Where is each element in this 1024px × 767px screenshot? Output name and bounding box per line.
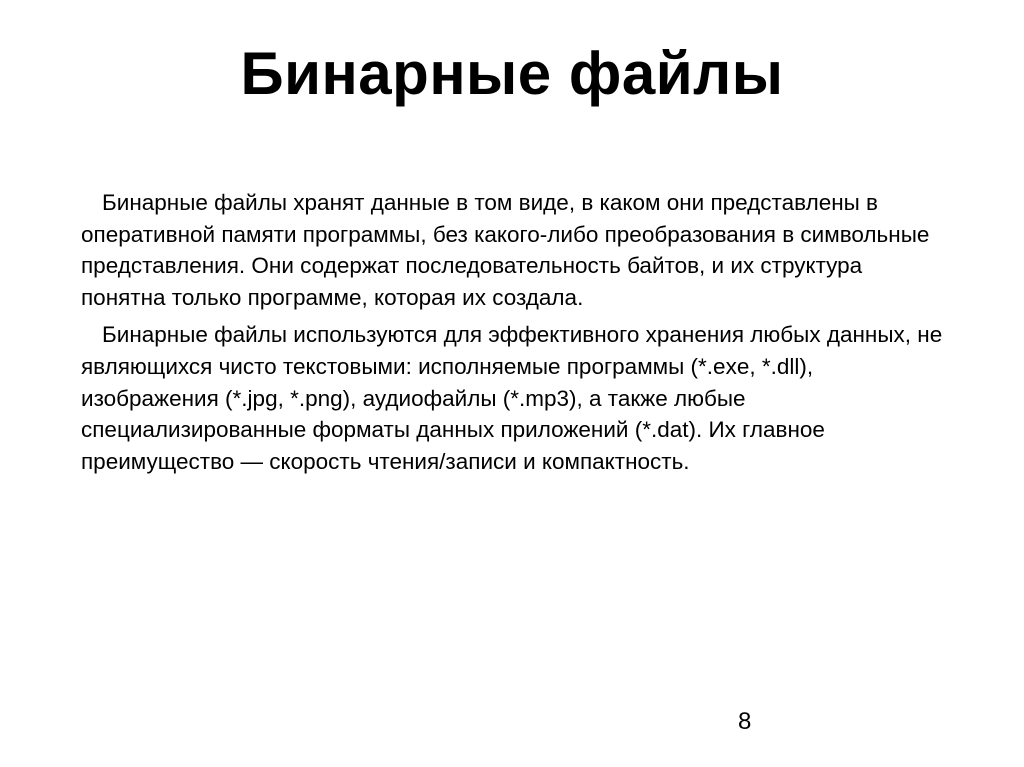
slide-body bbox=[81, 187, 951, 483]
paragraph-binary-usage: Бинарные файлы используются для эффективного хранения любых данных, не являющихся чисто текстовыми: исполняемые программы (*.exe, *.dll), изображения (*.jpg, *.png), аудиофайлы (*.mp3), а также любые специализированные форматы данных приложений (*.dat). Их главное преимущество — скорость чтения/записи и компактность. bbox=[81, 322, 943, 474]
slide-title: Бинарные файлы bbox=[240, 40, 784, 107]
page-number: 8 bbox=[738, 708, 752, 735]
paragraph-binary-definition: Бинарные файлы хранят данные в том виде, в каком они представлены в оперативной памяти программы, без какого-либо преобразования в символьные представления. Они содержат последовательность байтов, и их структура понятна только программе, которая их создала. bbox=[81, 190, 930, 310]
